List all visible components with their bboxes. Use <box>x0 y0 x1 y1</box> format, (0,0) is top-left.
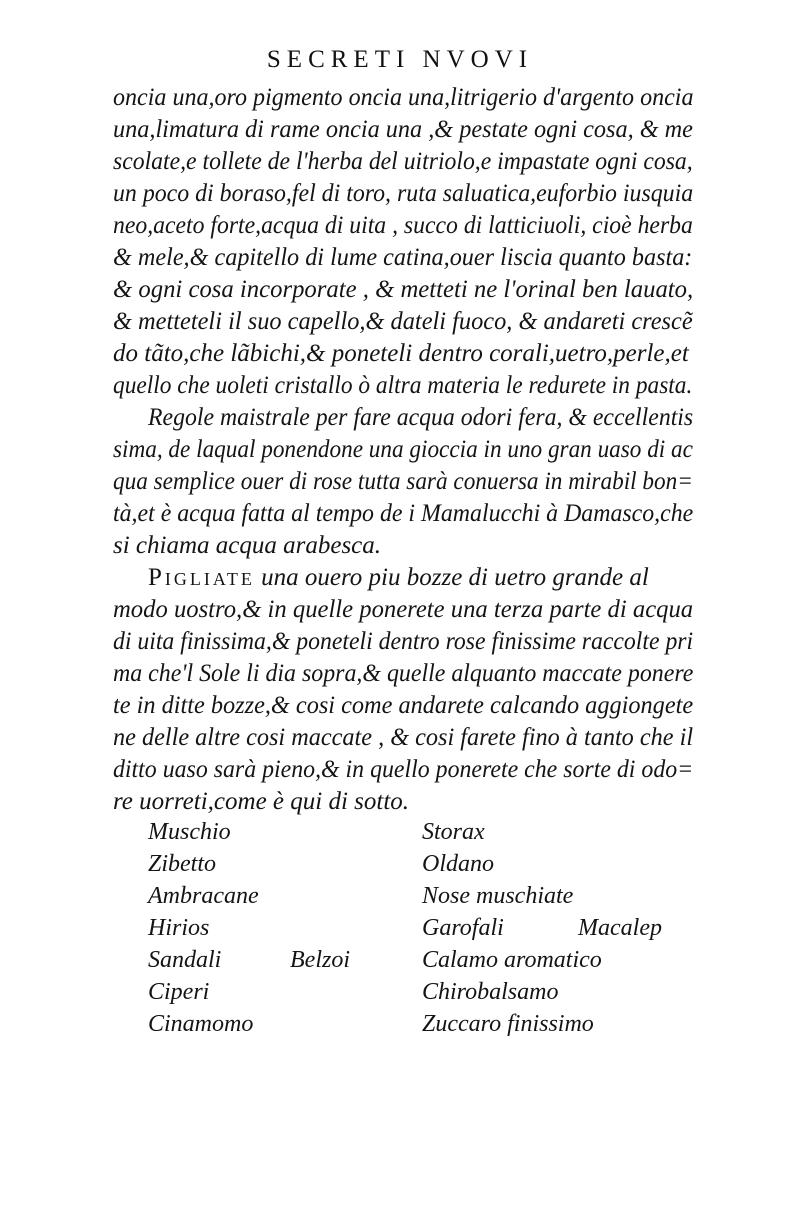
ingredient-item: Belzoi <box>290 947 350 973</box>
running-title: SECRETI NVOVI <box>266 46 534 73</box>
line-remainder: una ouero piu bozze di uetro grande al <box>254 564 649 591</box>
text-line: una,limatura di rame oncia una ,& pestate ogni cosa, & me <box>113 116 693 143</box>
text-line: modo uostro,& in quelle ponerete una terza parte di acqua <box>113 596 694 623</box>
ingredient-item: Hirios <box>148 915 210 941</box>
text-line: do tãto,che lãbichi,& poneteli dentro corali,uetro,perle,et <box>113 340 689 367</box>
ingredient-item: Muschio <box>148 819 231 845</box>
text-line: & metteteli il suo capello,& dateli fuoco, & andareti crescẽ <box>113 308 693 335</box>
ingredient-item: Sandali <box>148 947 222 973</box>
ingredient-item: Zuccaro finissimo <box>422 1011 594 1037</box>
recipe-title-line: Regole maistrale per fare acqua odori fera, & eccellentis <box>148 404 694 431</box>
ingredient-item: Ciperi <box>148 979 210 1005</box>
text-line: & ogni cosa incorporate , & metteti ne l'orinal ben lauato, <box>113 276 694 303</box>
text-line: quello che uoleti cristallo ò altra materia le redurete in pasta. <box>113 372 693 399</box>
ingredient-item: Cinamomo <box>148 1011 254 1037</box>
text-line: ditto uaso sarà pieno,& in quello ponerete che sorte di odo= <box>113 756 694 783</box>
text-line: si chiama acqua arabesca. <box>113 532 382 559</box>
text-line: scolate,e tollete de l'herba del uitriolo,e impastate ogni cosa, <box>113 148 693 175</box>
ingredient-item: Chirobalsamo <box>422 979 559 1005</box>
text-line <box>148 565 649 590</box>
text-line: sima, de laqual ponendone una gioccia in uno gran uaso di ac <box>113 436 693 463</box>
ingredient-item: Storax <box>422 819 485 845</box>
ingredient-item: Garofali <box>422 915 504 941</box>
text-line: di uita finissima,& poneteli dentro rose finissime raccolte pri <box>113 628 694 655</box>
ingredient-item: Ambracane <box>148 883 259 909</box>
text-line: oncia una,oro pigmento oncia una,litrigerio d'argento oncia <box>113 84 694 111</box>
ingredient-item: Macalep <box>578 915 662 941</box>
text-line: te in ditte bozze,& cosi come andarete calcando aggiongete <box>113 692 694 719</box>
ingredient-item: Nose muschiate <box>422 883 574 909</box>
text-line: ma che'l Sole li dia sopra,& quelle alquanto maccate ponere <box>113 660 694 687</box>
text-line: neo,aceto forte,acqua di uita , succo di latticiuoli, cioè herba <box>113 212 693 239</box>
text-line: un poco di boraso,fel di toro, ruta saluatica,euforbio iusquia <box>113 180 694 207</box>
text-line: qua semplice ouer di rose tutta sarà conuersa in mirabil bon= <box>113 468 693 495</box>
ingredient-item: Zibetto <box>148 851 217 877</box>
text-line: & mele,& capitello di lume catina,ouer liscia quanto basta: <box>113 244 693 271</box>
initial-word: Pigliate <box>148 564 255 591</box>
text-line: ne delle altre cosi maccate , & cosi farete fino à tanto che il <box>113 724 694 751</box>
ingredient-item: Oldano <box>422 851 494 877</box>
ingredient-item: Calamo aromatico <box>422 947 602 973</box>
text-line: re uorreti,come è qui di sotto. <box>113 788 410 815</box>
text-line: tà,et è acqua fatta al tempo de i Mamalucchi à Damasco,che <box>113 500 694 527</box>
